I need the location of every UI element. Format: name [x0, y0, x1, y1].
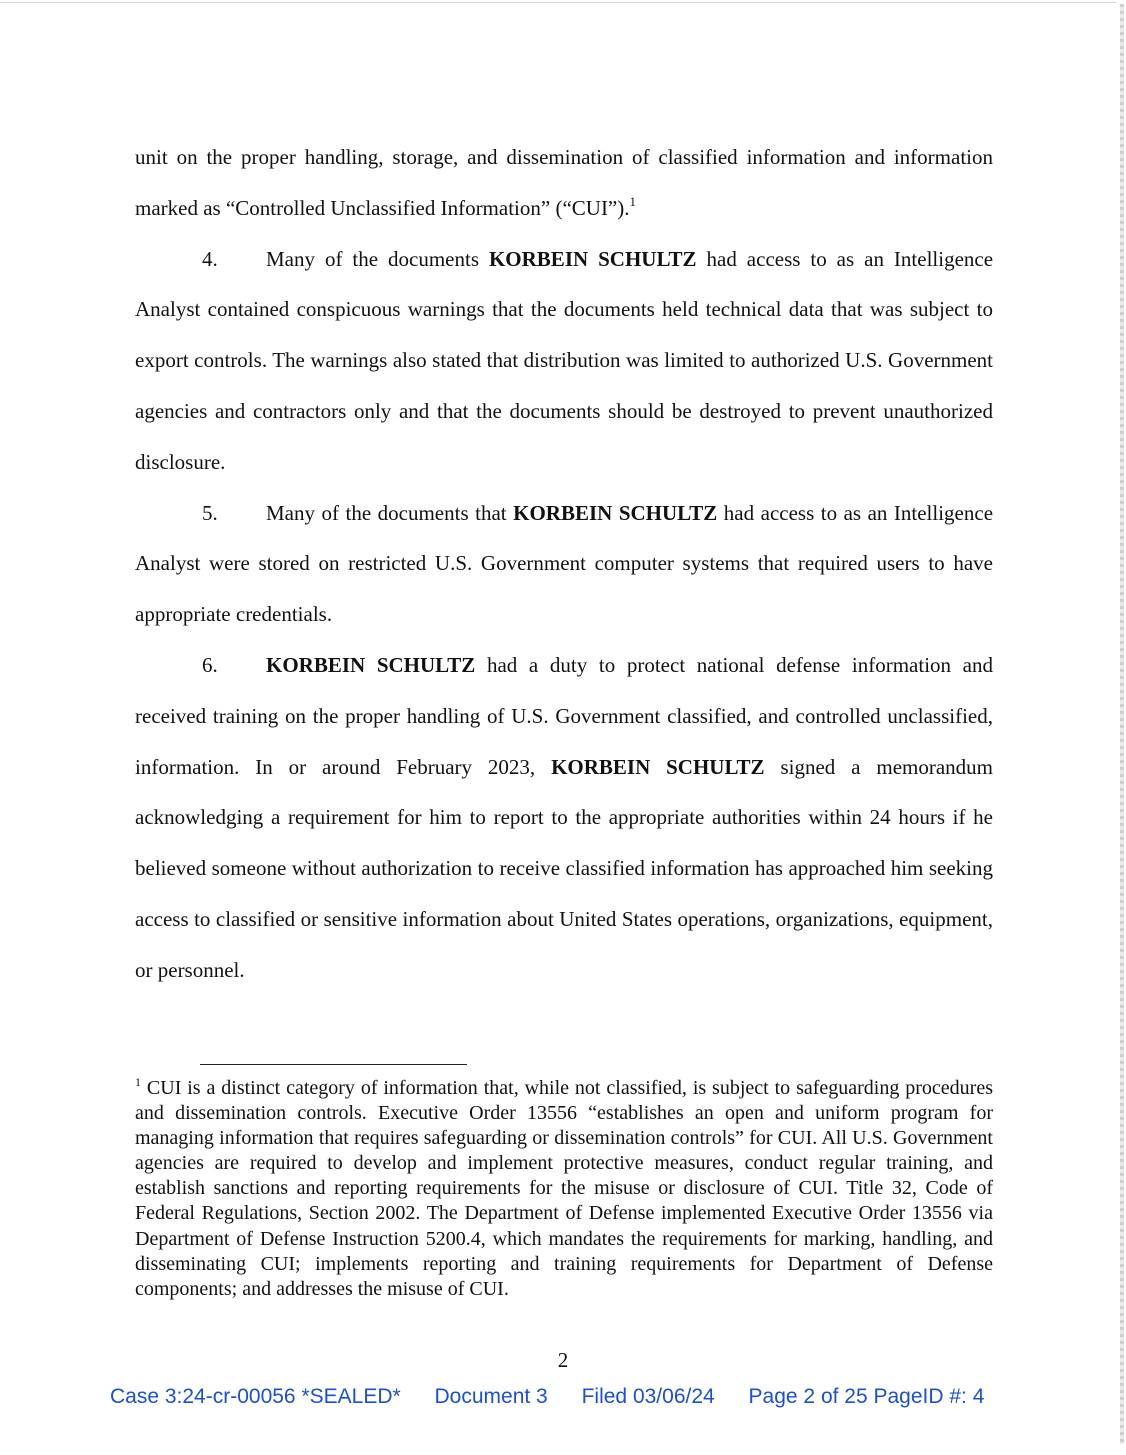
defendant-name: KORBEIN SCHULTZ [513, 500, 718, 525]
paragraph-5: 5. Many of the documents that KORBEIN SCHULTZ had access to as an Intelligence Analyst were stored on restricted U.S. Government computer systems that required users to have appropriate credentials. [135, 488, 993, 640]
paragraph-number: 4. [202, 246, 218, 271]
document-body [135, 132, 993, 996]
footnote [135, 1076, 993, 1302]
paragraph-4: 4. Many of the documents KORBEIN SCHULTZ had access to as an Intelligence Analyst contained conspicuous warnings that the documents held technical data that was subject to export controls. The warnings also stated that distribution was limited to authorized U.S. Government agencies and contractors only and that the documents should be destroyed to prevent unauthorized disclosure. [135, 234, 993, 488]
filing-stamp [110, 1385, 984, 1409]
footnote-reference: 1 [629, 193, 636, 209]
paragraph-number: 6. [202, 652, 218, 677]
page-number: 2 [557, 1348, 569, 1372]
paragraph-number: 5. [202, 500, 218, 525]
continued-paragraph: unit on the proper handling, storage, and dissemination of classified information and information marked as “Controlled Unclassified Information” (“CUI”).$^1$ [135, 145, 993, 220]
defendant-name: KORBEIN SCHULTZ [551, 754, 765, 779]
footnote-marker: 1 [135, 1075, 141, 1089]
filed-date: Filed 03/06/24 [581, 1385, 715, 1408]
right-scan-edge [1120, 4, 1124, 1444]
defendant-name: KORBEIN SCHULTZ [266, 652, 476, 677]
page-id: Page 2 of 25 PageID #: 4 [748, 1385, 985, 1408]
defendant-name: KORBEIN SCHULTZ [488, 246, 697, 271]
top-scan-edge [0, 2, 1116, 3]
document-number: Document 3 [434, 1385, 548, 1408]
footnote-text: CUI is a distinct category of information that, while not classified, is subject to safeguarding procedures and dissemination controls. Executive Order 13556 “establishes an open and uniform program for managing information that requires safeguarding or dissemination controls” for CUI. All U.S. Government agencies are required to develop and implement protective measures, conduct regular training, and establish sanctions and reporting requirements for the misuse or disclosure of CUI. Title 32, Code of Federal Regulations, Section 2002. The Department of Defense implemented Executive Order 13556 via Department of Defense Instruction 5200.4, which mandates the requirements for marking, handling, and disseminating CUI; implements reporting and training requirements for Department of Defense components; and addresses the misuse of CUI. [135, 1077, 993, 1300]
paragraph-6: 6. KORBEIN SCHULTZ had a duty to protect national defense information and received training on the proper handling of U.S. Government classified, and controlled unclassified, information. In or around February 2023, KORBEIN SCHULTZ signed a memorandum acknowledging a requirement for him to report to the appropriate authorities within 24 hours if he believed someone without authorization to receive classified information has approached him seeking access to classified or sensitive information about United States operations, organizations, equipment, or personnel. [135, 640, 993, 996]
footnote-separator [200, 1064, 467, 1065]
case-number: Case 3:24-cr-00056 *SEALED* [110, 1385, 401, 1408]
